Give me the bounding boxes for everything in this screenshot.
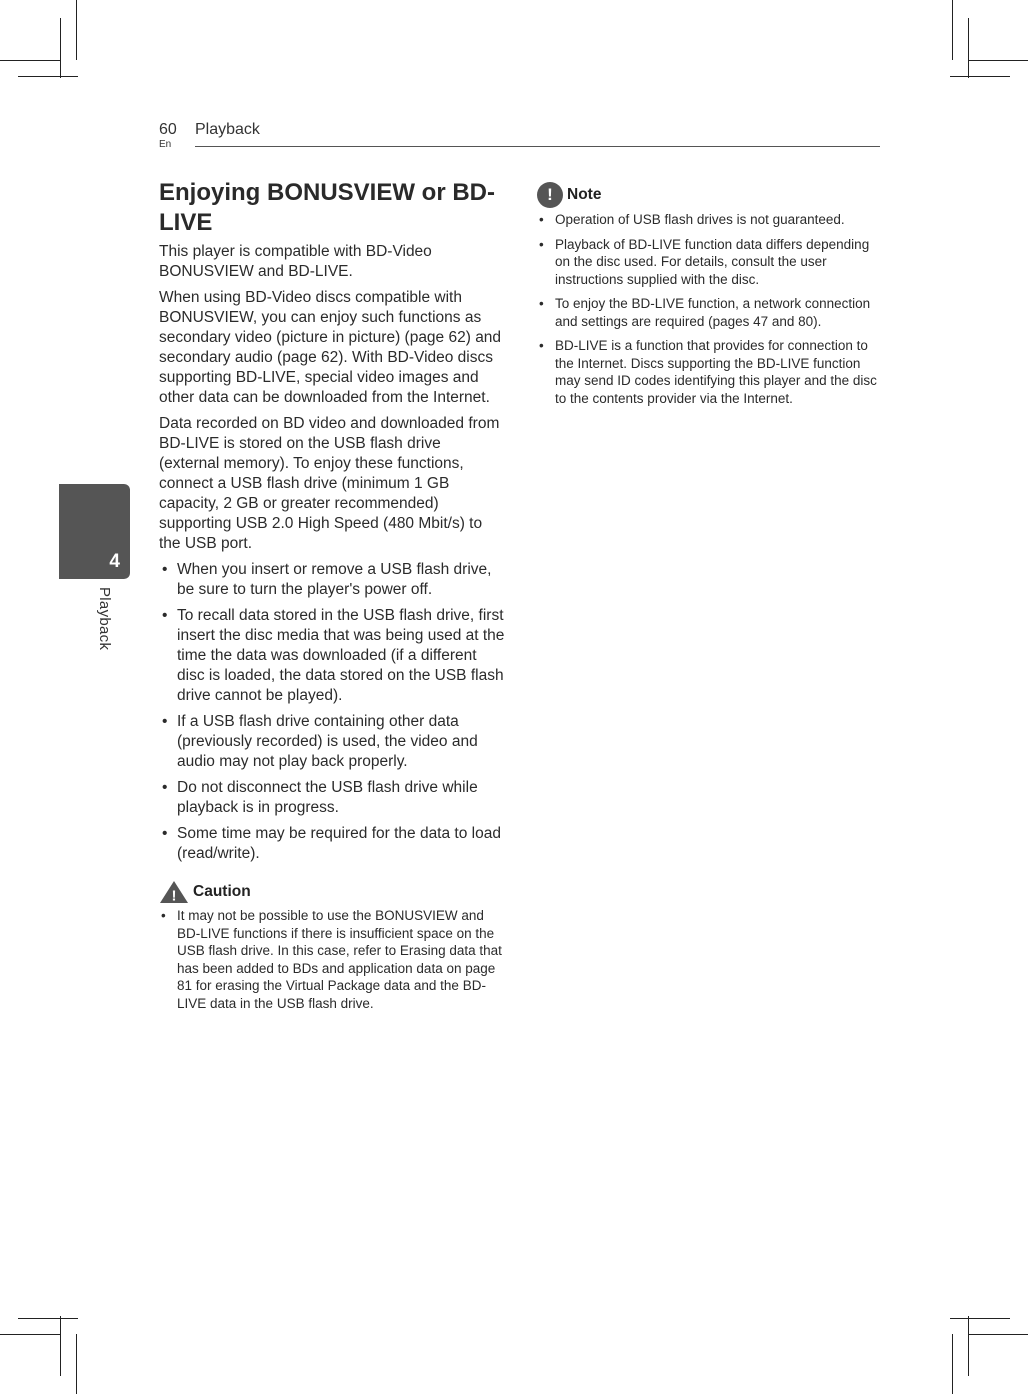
list-item: • When you insert or remove a USB flash drive, be sure to turn the player's power off.	[159, 560, 505, 600]
list-item: • It may not be possible to use the BONUSVIEW and BD-LIVE functions if there is insufficient space on the USB flash drive. In this case, refer to Erasing data that has been added to BDs and application data on page 81 for erasing the Virtual Package data and the BD-LIVE data in the USB flash drive.	[159, 907, 505, 1012]
note-label: Note	[567, 186, 602, 203]
chapter-number: 4	[109, 551, 120, 572]
header-rule	[195, 146, 880, 147]
paragraph: This player is compatible with BD-Video BONUSVIEW and BD-LIVE.	[159, 243, 432, 280]
exclamation-circle-icon: !	[537, 182, 563, 208]
warning-triangle-icon	[159, 880, 189, 904]
main-column	[159, 178, 505, 1019]
note-column	[537, 182, 880, 414]
paragraph: Data recorded on BD video and downloaded from BD-LIVE is stored on the USB flash drive (external memory). To enjoy these functions, connect a USB flash drive (minimum 1 GB capacity, 2 GB or greater recommended) supporting USB 2.0 High Speed (480 Mbit/s) to the USB port.	[159, 415, 500, 552]
list-item: • If a USB flash drive containing other data (previously recorded) is used, the video and audio may not play back properly.	[159, 712, 505, 772]
list-item: • To enjoy the BD-LIVE function, a network connection and settings are required (pages 47 and 80).	[537, 295, 880, 330]
caution-icon-glyph: !	[171, 887, 177, 904]
list-item: • Some time may be required for the data to load (read/write).	[159, 824, 505, 864]
page-number: 60	[159, 121, 177, 138]
page-title: Enjoying BONUSVIEW or BD-LIVE	[159, 179, 495, 236]
chapter-tab	[59, 484, 130, 579]
caution-heading	[159, 880, 505, 904]
usb-bullet-list	[159, 560, 505, 864]
note-list	[537, 211, 880, 407]
section-title: Playback	[195, 121, 260, 138]
list-item: • Do not disconnect the USB flash drive while playback is in progress.	[159, 778, 505, 818]
list-item: • BD-LIVE is a function that provides for connection to the Internet. Discs supporting the BD-LIVE function may send ID codes identifying this player and the disc to the contents provider via the Internet.	[537, 337, 880, 407]
caution-list	[159, 907, 505, 1012]
language-code: En	[159, 139, 172, 150]
list-item: • Playback of BD-LIVE function data differs depending on the disc used. For details, consult the user instructions supplied with the disc.	[537, 236, 880, 289]
caution-label: Caution	[193, 883, 251, 900]
note-heading	[537, 182, 880, 208]
list-item: • To recall data stored in the USB flash drive, first insert the disc media that was being used at the time the data was downloaded (if a different disc is loaded, the data stored on the USB flash drive cannot be played).	[159, 606, 505, 706]
chapter-label: Playback	[96, 587, 113, 651]
paragraph: When using BD-Video discs compatible with BONUSVIEW, you can enjoy such functions as secondary video (picture in picture) (page 62) and secondary audio (page 62). With BD-Video discs supporting BD-LIVE, special video images and other data can be downloaded from the Internet.	[159, 289, 502, 406]
list-item: • Operation of USB flash drives is not guaranteed.	[537, 211, 880, 229]
